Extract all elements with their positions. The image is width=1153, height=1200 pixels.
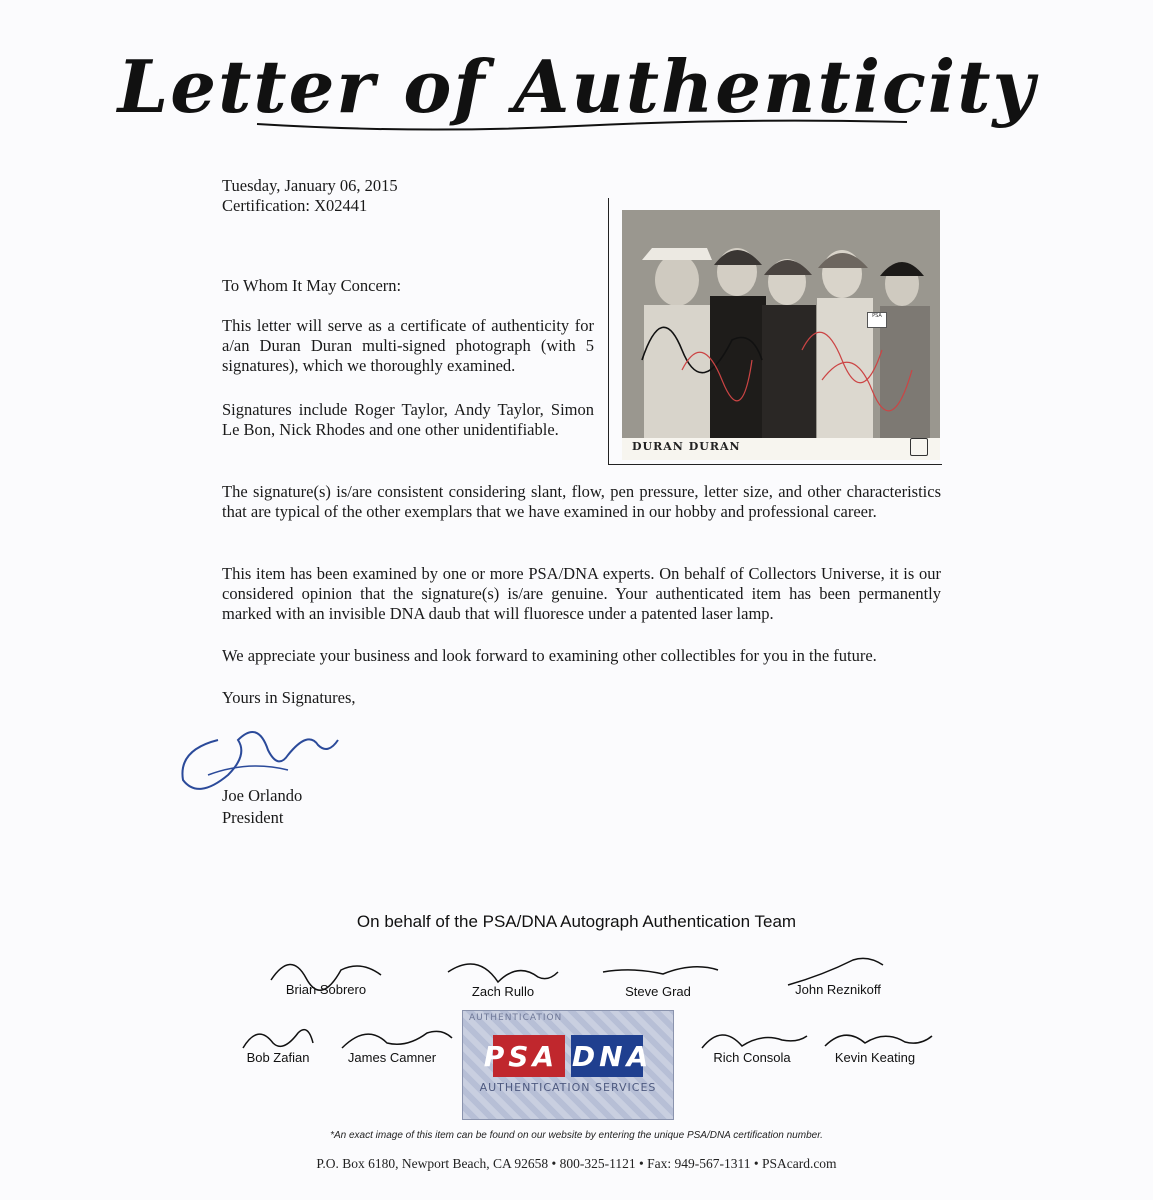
expert-name: John Reznikoff (795, 982, 881, 997)
closing: Yours in Signatures, (222, 688, 356, 707)
expert-name: Bob Zafian (246, 1050, 310, 1065)
salutation: To Whom It May Concern: (222, 276, 402, 295)
paragraph-appreciation: We appreciate your business and look forward to examining other collectibles for you in the future. (222, 646, 877, 665)
expert-john-reznikoff (768, 950, 908, 997)
photo-caption: DURAN DURAN (632, 440, 741, 453)
president-name: Joe Orlando (222, 786, 303, 805)
expert-name: Steve Grad (625, 984, 691, 999)
expert-brian-sobrero (256, 950, 396, 997)
president-block (222, 785, 302, 829)
expert-name: Kevin Keating (834, 1050, 916, 1065)
psa-dna-seal (462, 1010, 674, 1120)
expert-name: Rich Consola (713, 1050, 791, 1065)
seal-top-text: AUTHENTICATION (469, 1013, 563, 1023)
paragraph-consistency: The signature(s) is/are consistent considering slant, flow, pen pressure, letter size, and other characteristics that are typical of the other exemplars that we have examined in our hobby and professional career. (222, 482, 941, 521)
paragraph-certificate: This letter will serve as a certificate of authenticity for a/an Duran Duran multi-signed photograph (with 5 signatures), which we thoroughly examined. (222, 316, 594, 375)
expert-name: Brian Sobrero (285, 982, 367, 997)
expert-james-camner (322, 1018, 462, 1065)
footnote: *An exact image of this item can be found on our website by entering the unique PSA/DNA certification number. (330, 1130, 823, 1141)
president-title: President (222, 808, 284, 827)
psa-sticker: PSA (867, 312, 887, 328)
letter-title (0, 30, 1153, 140)
certification-number: Certification: X02441 (222, 196, 368, 215)
title-text: Letter of Authenticity (117, 44, 1036, 129)
label-logo-icon (910, 438, 928, 456)
paragraph-signatures: Signatures include Roger Taylor, Andy Taylor, Simon Le Bon, Nick Rhodes and one other unidentifiable. (222, 400, 594, 439)
band-photo (622, 210, 940, 438)
signed-photograph (622, 210, 940, 460)
paragraph-examination: This item has been examined by one or more PSA/DNA experts. On behalf of Collectors Universe, it is our considered opinion that the signature(s) is/are genuine. Your authenticated item has been permanently marked with an invisible DNA daub that will fluoresce under a patented laser lamp. (222, 564, 941, 623)
expert-name: James Camner (347, 1050, 437, 1065)
letter-date: Tuesday, January 06, 2015 (222, 176, 398, 195)
psa-dna-logo (483, 1035, 653, 1077)
seal-logo-text: PSA DNA (483, 1040, 653, 1073)
team-heading: On behalf of the PSA/DNA Autograph Authentication Team (356, 912, 797, 931)
expert-kevin-keating (805, 1018, 945, 1065)
letter-meta (222, 176, 398, 216)
expert-rich-consola (682, 1018, 822, 1065)
expert-name: Zach Rullo (471, 984, 535, 999)
script-title (117, 30, 1036, 140)
seal-subtitle: AUTHENTICATION SERVICES (479, 1081, 657, 1094)
expert-steve-grad (588, 952, 728, 999)
expert-zach-rullo (433, 952, 573, 999)
address-line: P.O. Box 6180, Newport Beach, CA 92658 • 800-325-1121 • Fax: 949-567-1311 • PSAcard.com (316, 1156, 837, 1171)
